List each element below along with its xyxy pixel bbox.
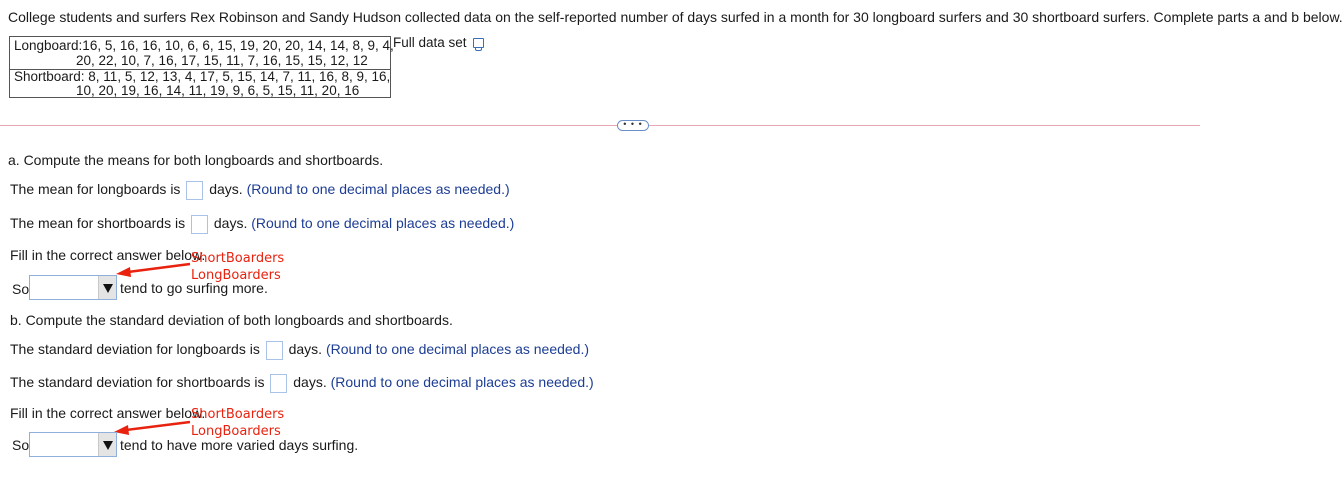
part-a-so-label: So bbox=[12, 281, 30, 297]
dropdown-arrow-icon[interactable] bbox=[98, 433, 116, 456]
part-b-so-label: So bbox=[12, 437, 30, 453]
annotation-shortboarders-a: ShortBoarders bbox=[191, 251, 285, 266]
mean-longboard-row bbox=[10, 181, 510, 200]
mean-shortboard-row bbox=[10, 215, 514, 234]
sd-longboard-hint: (Round to one decimal places as needed.) bbox=[325, 341, 590, 358]
shortboard-row bbox=[10, 69, 390, 97]
section-divider bbox=[0, 125, 1200, 126]
longboard-row bbox=[10, 37, 394, 70]
shortboard-line-1: Shortboard: 8, 11, 5, 12, 13, 4, 17, 5, 15, 14, 7, 11, 16, 8, 9, 16, bbox=[14, 69, 391, 84]
part-a-suffix: tend to go surfing more. bbox=[120, 280, 268, 296]
annotation-shortboarders-b: ShortBoarders bbox=[191, 407, 285, 422]
annotation-arrow-a bbox=[110, 260, 192, 280]
sd-shortboard-unit: days. bbox=[293, 374, 327, 391]
part-a-answer-select[interactable] bbox=[29, 275, 117, 300]
data-table bbox=[9, 36, 394, 98]
sd-longboard-label: The standard deviation for longboards is bbox=[10, 341, 260, 358]
part-b-fill-instruction: Fill in the correct answer below. bbox=[10, 405, 206, 421]
sd-longboard-input[interactable] bbox=[266, 341, 283, 360]
sd-shortboard-hint: (Round to one decimal places as needed.) bbox=[330, 374, 594, 391]
part-a-fill-instruction: Fill in the correct answer below. bbox=[10, 247, 206, 263]
mean-shortboard-label: The mean for shortboards is bbox=[10, 215, 186, 232]
full-data-label[interactable]: Full data set bbox=[393, 35, 467, 50]
question-intro: College students and surfers Rex Robinson and Sandy Hudson collected data on the self-reported number of days surfed in a month for 30 longboard surfers and 30 shortboard surfers. Complete parts a and b below. bbox=[8, 9, 1343, 25]
part-a-heading: a. Compute the means for both longboards and shortboards. bbox=[8, 152, 384, 168]
longboard-line-1: Longboard:16, 5, 16, 16, 10, 6, 6, 15, 19, 20, 20, 14, 14, 8, 9, 4, bbox=[14, 38, 394, 53]
annotation-longboarders-b: LongBoarders bbox=[191, 424, 281, 439]
sd-longboard-row bbox=[10, 341, 589, 360]
more-dots-icon[interactable]: • • • bbox=[617, 120, 649, 131]
dropdown-arrow-icon[interactable] bbox=[98, 276, 116, 299]
mean-shortboard-hint: (Round to one decimal places as needed.) bbox=[251, 215, 515, 232]
sd-shortboard-row bbox=[10, 374, 594, 393]
sd-longboard-unit: days. bbox=[288, 341, 323, 358]
part-b-heading: b. Compute the standard deviation of both longboards and shortboards. bbox=[10, 312, 453, 328]
sd-shortboard-label: The standard deviation for shortboards is bbox=[10, 374, 265, 391]
mean-longboard-hint: (Round to one decimal places as needed.) bbox=[246, 181, 510, 198]
shortboard-line-2: 10, 20, 19, 16, 14, 11, 19, 9, 6, 5, 15, 11, 20, 16 bbox=[76, 83, 360, 98]
longboard-line-2: 20, 22, 10, 7, 16, 17, 15, 11, 7, 16, 15, 15, 12, 12 bbox=[76, 53, 368, 68]
part-b-suffix: tend to have more varied days surfing. bbox=[120, 437, 359, 453]
sd-shortboard-input[interactable] bbox=[270, 374, 287, 393]
part-b-answer-select[interactable] bbox=[29, 432, 117, 457]
mean-shortboard-input[interactable] bbox=[191, 215, 208, 234]
mean-longboard-input[interactable] bbox=[186, 181, 203, 200]
document-icon[interactable] bbox=[473, 38, 484, 48]
full-data-set-link[interactable] bbox=[393, 35, 484, 50]
mean-longboard-unit: days. bbox=[209, 181, 243, 198]
mean-shortboard-unit: days. bbox=[213, 215, 248, 232]
mean-longboard-label: The mean for longboards is bbox=[10, 181, 181, 198]
annotation-arrow-b bbox=[108, 418, 192, 438]
annotation-longboarders-a: LongBoarders bbox=[191, 268, 281, 283]
